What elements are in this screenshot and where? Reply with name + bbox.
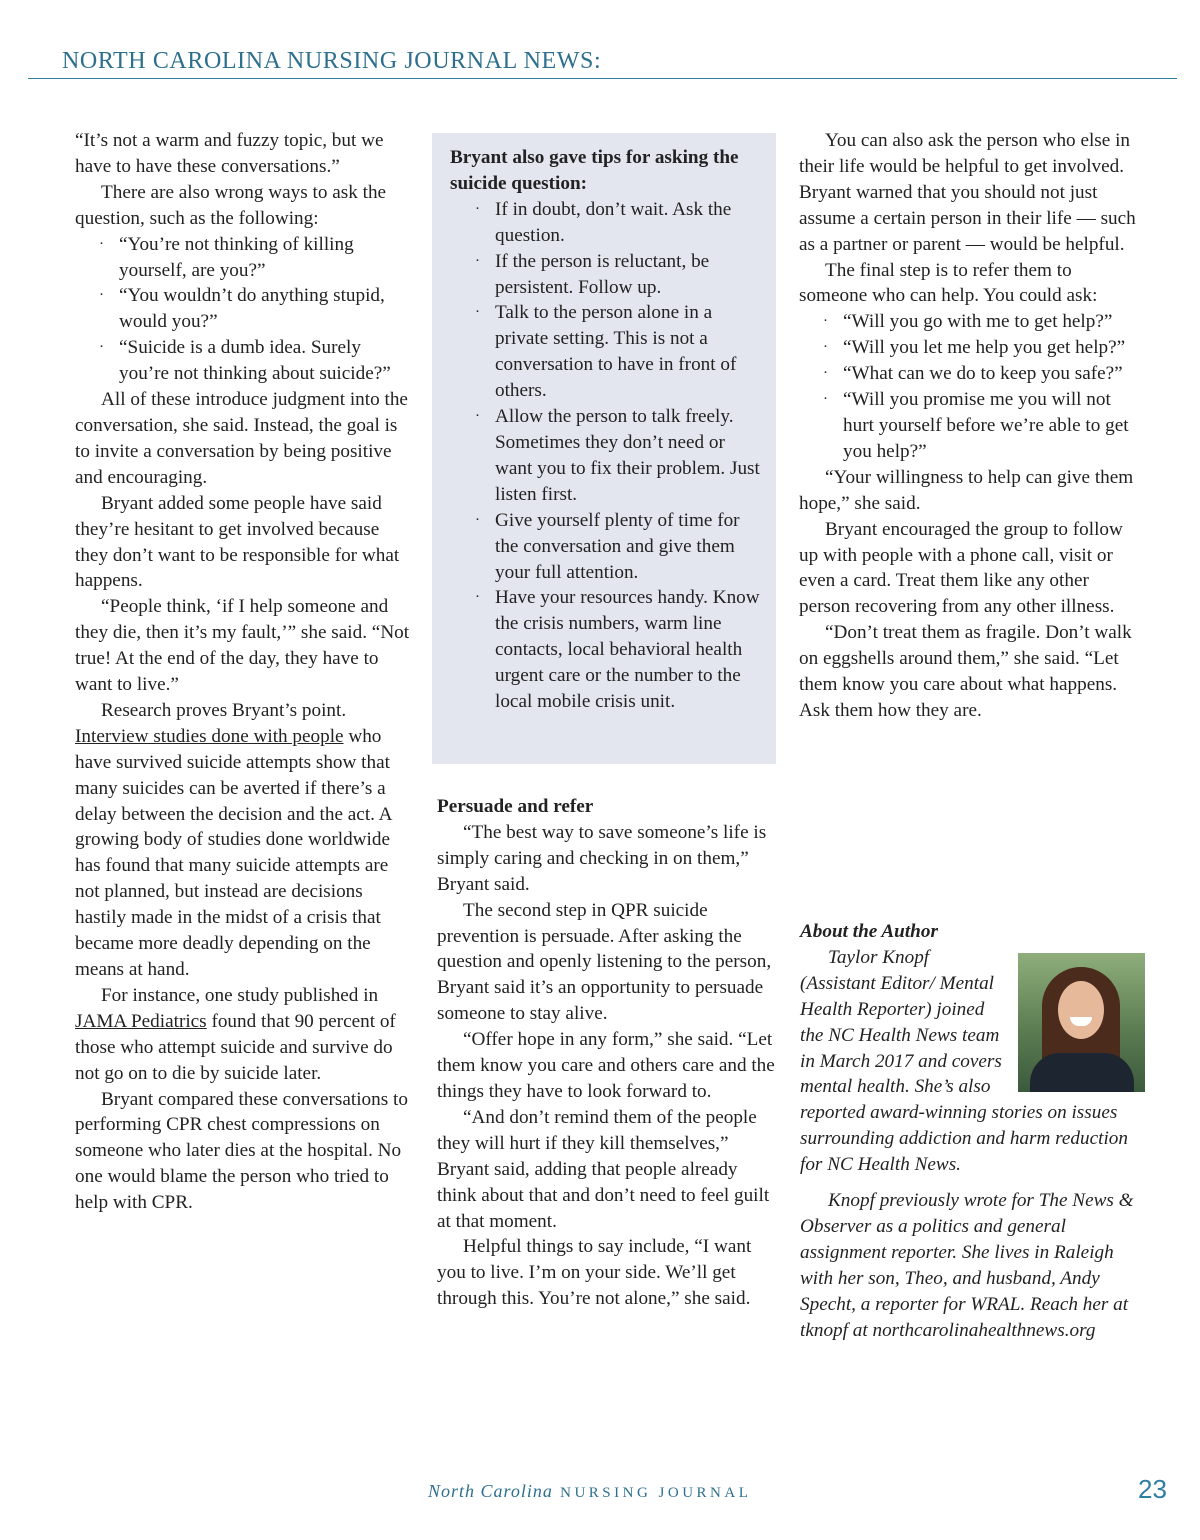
list-item: [799, 309, 1144, 335]
list-item-text: “Will you let me help you get help?”: [843, 337, 1126, 359]
article-column-2: [437, 794, 777, 1312]
author-photo-face: [1058, 981, 1104, 1039]
list-item: [450, 508, 760, 586]
author-bio: Taylor Knopf (Assistant Editor/ Mental Health Reporter) joined the NC Health News team in March 2017 and covers mental health. She’s also reported award-winning stories on issues surrounding addiction and harm reduction for NC Health News.: [800, 946, 1128, 1176]
sidebar-title: Bryant also gave tips for asking the suicide question:: [450, 147, 739, 194]
page-number: 23: [1138, 1474, 1167, 1504]
list-item-text: If the person is reluctant, be persistent. Follow up.: [495, 250, 710, 298]
about-author-heading: About the Author: [800, 921, 938, 942]
list-item: [799, 335, 1144, 361]
list-item-text: “Will you go with me to get help?”: [843, 311, 1113, 333]
journal-header-title: NORTH CAROLINA NURSING JOURNAL NEWS:: [62, 48, 602, 74]
author-photo-shirt: [1030, 1053, 1134, 1092]
paragraph-text: found that 90 percent of those who attempt suicide and survive do not go on to die by suicide later.: [75, 1010, 396, 1084]
paragraph: “Offer hope in any form,” she said. “Let them know you care and others care and the things they have to look forward to.: [437, 1029, 775, 1102]
paragraph-with-link: [75, 698, 415, 983]
paragraph: “Don’t treat them as fragile. Don’t walk on eggshells around them,” she said. “Let them know you care about what happens. Ask them how they are.: [799, 622, 1132, 721]
paragraph: “People think, ‘if I help someone and they die, then it’s my fault,’” she said. “Not true! At the end of the day, they have to want to live.”: [75, 596, 410, 696]
paragraph: Bryant encouraged the group to follow up with people with a phone call, visit or even a card. Treat them like any other person recovering from any other illness.: [799, 518, 1123, 618]
paragraph: All of these introduce judgment into the conversation, she said. Instead, the goal is to invite a conversation by being positive and encouraging.: [75, 389, 408, 488]
interview-studies-link[interactable]: Interview studies done with people: [75, 725, 344, 747]
list-item: [799, 387, 1144, 465]
paragraph: “It’s not a warm and fuzzy topic, but we have to have these conversations.”: [75, 130, 384, 177]
paragraph-text: Research proves Bryant’s point.: [101, 699, 347, 721]
bullet-icon: ·: [475, 252, 480, 269]
list-item: [450, 249, 760, 301]
tips-sidebar-box: [432, 133, 776, 764]
list-item-text: Talk to the person alone in a private setting. This is not a conversation to have in front of others.: [495, 302, 737, 402]
list-item: [799, 361, 1144, 387]
list-item-text: “Will you promise me you will not hurt yourself before we’re able to get you help?”: [843, 389, 1129, 462]
wrong-ways-list: [75, 232, 415, 387]
bullet-icon: ·: [475, 589, 480, 606]
bullet-icon: ·: [475, 200, 480, 217]
list-item: [450, 197, 760, 249]
jama-pediatrics-link[interactable]: JAMA Pediatrics: [75, 1010, 207, 1032]
paragraph: Helpful things to say include, “I want you to live. I’m on your side. We’ll get through this. You’re not alone,” she said.: [437, 1236, 752, 1310]
bullet-icon: ·: [475, 511, 480, 528]
magazine-footer-script: North Carolina: [428, 1481, 553, 1501]
paragraph: You can also ask the person who else in their life would be helpful to get involved. Bryant warned that you should not just assume a certain person in their life — such as a partner or parent — would be helpful.: [799, 130, 1136, 255]
paragraph: There are also wrong ways to ask the question, such as the following:: [75, 181, 387, 229]
paragraph: The second step in QPR suicide prevention is persuade. After asking the question and openly listening to the person, Bryant said it’s an opportunity to persuade someone to stay alive.: [437, 899, 772, 1025]
magazine-footer-name: [428, 1481, 751, 1502]
paragraph: “Your willingness to help can give them hope,” she said.: [799, 466, 1134, 514]
list-item: [75, 232, 415, 284]
list-item-text: If in doubt, don’t wait. Ask the question.: [495, 198, 732, 246]
bullet-icon: ·: [823, 339, 828, 356]
author-photo: [1018, 953, 1145, 1092]
list-item: [450, 300, 760, 404]
bullet-icon: ·: [99, 235, 104, 252]
paragraph: “And don’t remind them of the people they will hurt if they kill themselves,” Bryant said, adding that people already think about that and don’t need to feel guilt at that moment.: [437, 1106, 770, 1232]
about-author-block: [800, 919, 1145, 1344]
list-item-text: Have your resources handy. Know the crisis numbers, warm line contacts, local behavioral health urgent care or the number to the local mobile crisis unit.: [495, 587, 760, 713]
list-item: [75, 283, 415, 335]
list-item: [75, 335, 415, 387]
list-item-text: “You’re not thinking of killing yourself, are you?”: [119, 233, 354, 281]
refer-questions-list: [799, 309, 1144, 464]
paragraph: “The best way to save someone’s life is simply caring and checking in on them,” Bryant said.: [437, 821, 767, 895]
bullet-icon: ·: [823, 313, 828, 330]
bullet-icon: ·: [823, 391, 828, 408]
article-column-1: [75, 128, 415, 1216]
paragraph-text: who have survived suicide attempts show that many suicides can be averted if there’s a delay between the decision and the act. A growing body of studies done worldwide has found that many suicide attempts are not planned, but instead are decisions hastily made in the midst of a crisis that became more deadly depending on the means at hand.: [75, 725, 392, 980]
section-subhead: Persuade and refer: [437, 796, 594, 817]
list-item: [450, 585, 760, 715]
paragraph: Bryant compared these conversations to performing CPR chest compressions on someone who later dies at the hospital. No one would blame the person who tried to help with CPR.: [75, 1088, 408, 1214]
paragraph-text: For instance, one study published in: [101, 984, 379, 1006]
header-divider: [28, 78, 1177, 79]
bullet-icon: ·: [475, 408, 480, 425]
bullet-icon: ·: [99, 339, 104, 356]
list-item-text: “What can we do to keep you safe?”: [843, 363, 1123, 385]
list-item-text: Allow the person to talk freely. Sometimes they don’t need or want you to fix their problem. Just listen first.: [495, 406, 760, 505]
bullet-icon: ·: [99, 287, 104, 304]
bullet-icon: ·: [823, 365, 828, 382]
paragraph: Bryant added some people have said they’re hesitant to get involved because they don’t want to be responsible for what happens.: [75, 492, 400, 592]
list-item-text: “Suicide is a dumb idea. Surely you’re not thinking about suicide?”: [119, 337, 391, 385]
list-item: [450, 404, 760, 508]
paragraph: The final step is to refer them to someone who can help. You could ask:: [799, 259, 1098, 307]
author-bio: Knopf previously wrote for The News & Observer as a politics and general assignment reporter. She lives in Raleigh with her son, Theo, and husband, Andy Specht, a reporter for WRAL. Reach her at tknopf at northcarolinahealthnews.org: [800, 1190, 1134, 1341]
tips-list: [450, 197, 760, 715]
magazine-footer-caps: NURSING JOURNAL: [560, 1485, 752, 1501]
list-item-text: “You wouldn’t do anything stupid, would you?”: [119, 285, 385, 333]
article-column-3: [799, 128, 1144, 724]
list-item-text: Give yourself plenty of time for the conversation and give them your full attention.: [495, 509, 740, 583]
paragraph-with-link: [75, 983, 415, 1087]
bullet-icon: ·: [475, 304, 480, 321]
